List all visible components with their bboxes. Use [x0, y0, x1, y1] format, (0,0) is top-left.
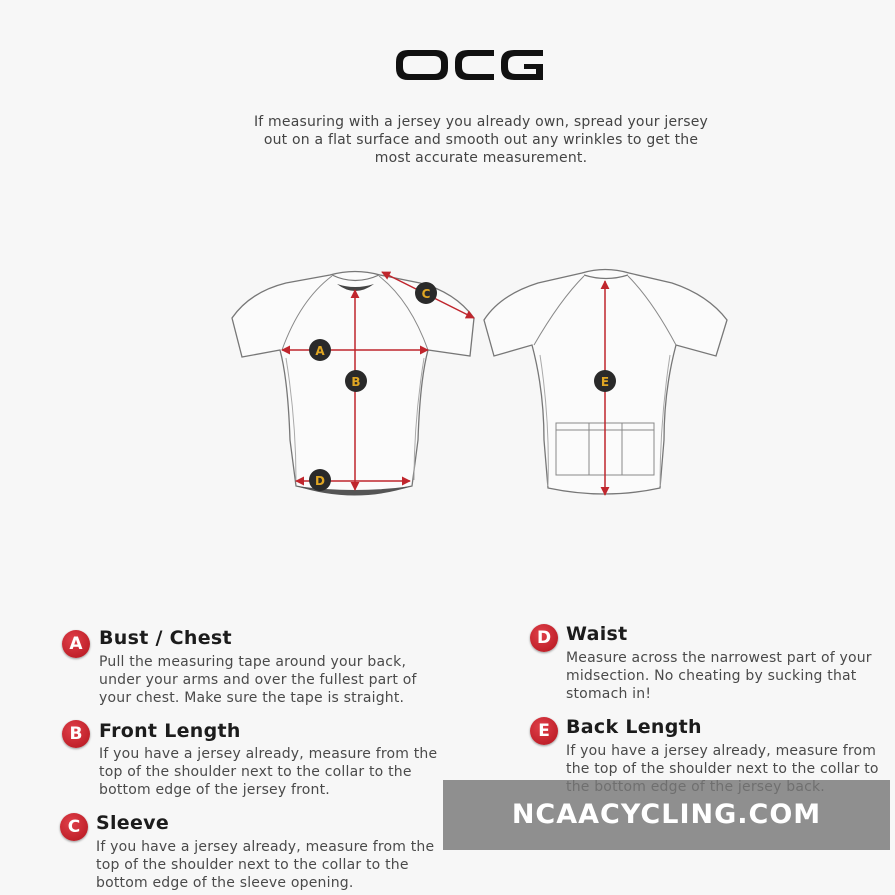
svg-text:E: E [600, 375, 610, 389]
item-title: Front Length [99, 720, 241, 742]
badge-d: D [530, 624, 558, 652]
svg-text:A: A [315, 344, 325, 358]
watermark-banner: NCAACYCLING.COM [443, 780, 890, 850]
item-title: Waist [566, 623, 628, 645]
badge-c: C [60, 813, 88, 841]
item-description: If you have a jersey already, measure from the top of the shoulder next to the collar to [566, 743, 879, 777]
item-title: Bust / Chest [99, 627, 232, 649]
badge-e: E [530, 717, 558, 745]
diagram-marker-e [594, 370, 616, 392]
diagram-marker-d [309, 469, 331, 491]
svg-text:C: C [421, 287, 431, 301]
badge-b: B [62, 720, 90, 748]
item-description: Pull the measuring tape around your back, under your arms and over the fullest part of your chest. Make sure the tape is straight. [99, 654, 417, 706]
badge-a: A [62, 630, 90, 658]
item-description: Measure across the narrowest part of your midsection. No cheating by sucking that stomach in! [566, 650, 872, 702]
item-title: Sleeve [96, 812, 170, 834]
intro-text: If measuring with a jersey you already own, spread your jersey out on a flat surface and smooth out any wrinkles to get the most accurate measurement. [253, 114, 709, 166]
item-description: If you have a jersey already, measure from the top of the shoulder next to the collar to the bottom edge of the sleeve opening. [96, 839, 435, 891]
diagram-marker-c [415, 282, 437, 304]
diagram-marker-a [309, 339, 331, 361]
svg-text:D: D [315, 474, 325, 488]
item-description: If you have a jersey already, measure from the top of the shoulder next to the collar to the bottom edge of the jersey front. [99, 746, 438, 798]
item-title: Back Length [566, 716, 702, 738]
diagram-marker-b [345, 370, 367, 392]
svg-text:B: B [351, 375, 361, 389]
